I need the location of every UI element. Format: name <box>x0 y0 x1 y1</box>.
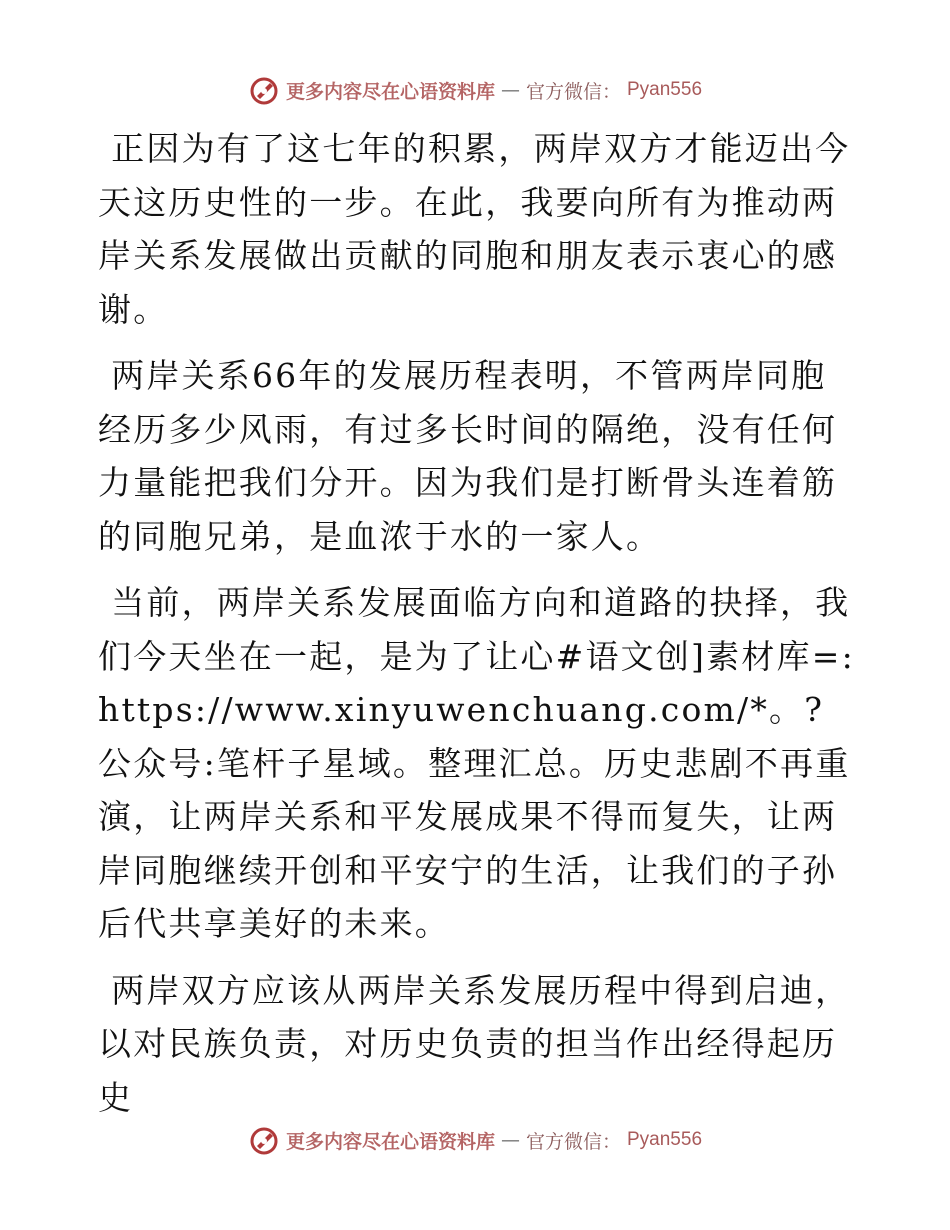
header-wechat-label: 官方微信： <box>525 80 621 103</box>
footer-separator: — <box>500 1129 520 1151</box>
header-brand: 更多内容尽在心语资料库 <box>285 80 495 103</box>
paragraph: 两岸关系66年的发展历程表明，不管两岸同胞经历多少风雨，有过多长时间的隔绝，没有任何力量能把我们分开。因为我们是打断骨头连着筋的同胞兄弟，是血浓于水的一家人。 <box>98 356 838 556</box>
pen-circle-logo-icon <box>248 1124 280 1156</box>
paragraph: 当前，两岸关系发展面临方向和道路的抉择，我们今天坐在一起，是为了让心#语文创]素材库=:https://www.xinyuwenchuang.com/*。?公众号:笔杆子星域。整理汇总。历史悲剧不再重演，让两岸关系和平发展成果不得而复失，让两岸同胞继续开创和平安宁的生活，让我们的子孙后代共享美好的未来。 <box>98 583 855 943</box>
header-banner <box>0 70 950 110</box>
footer-banner <box>0 1120 950 1160</box>
paragraph: 正因为有了这七年的积累，两岸双方才能迈出今天这历史性的一步。在此，我要向所有为推动两岸关系发展做出贡献的同胞和朋友表示衷心的感谢。 <box>98 129 851 329</box>
footer-brand: 更多内容尽在心语资料库 <box>285 1130 495 1153</box>
footer-wechat-handle: Pyan556 <box>627 1129 703 1150</box>
header-wechat-handle: Pyan556 <box>627 79 703 100</box>
header-separator: — <box>500 79 520 101</box>
footer-wechat-label: 官方微信： <box>525 1130 621 1153</box>
paragraph: 两岸双方应该从两岸关系发展历程中得到启迪，以对民族负责，对历史负责的担当作出经得起历史 <box>98 970 851 1117</box>
pen-circle-logo-icon <box>248 74 280 106</box>
document-body <box>98 122 858 1137</box>
